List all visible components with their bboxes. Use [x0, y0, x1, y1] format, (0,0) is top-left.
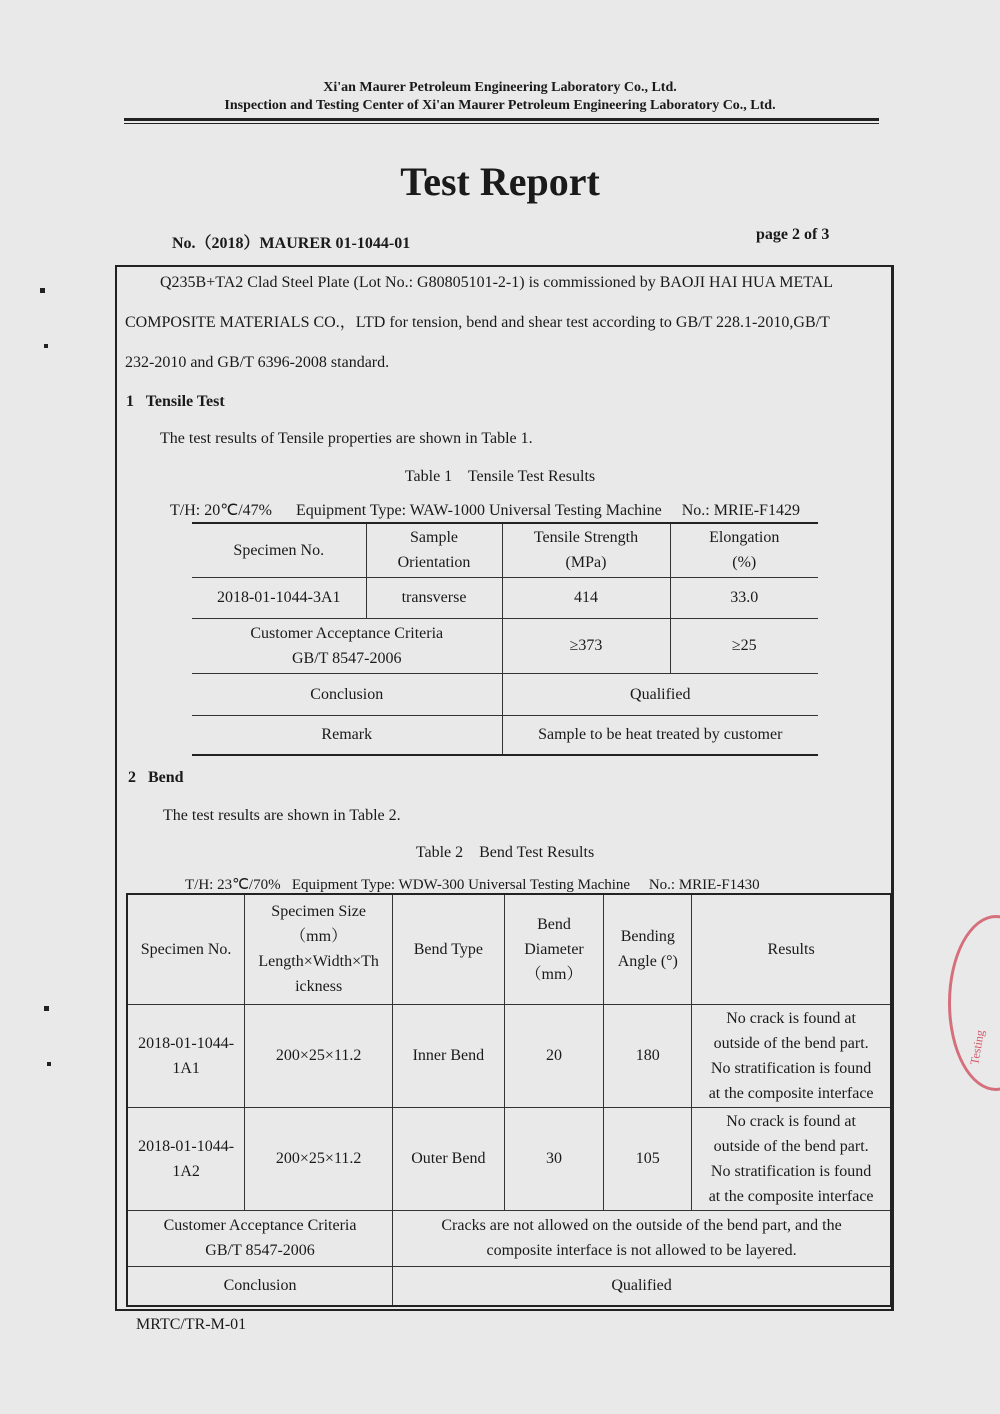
- header-cell: Bend Type: [393, 894, 505, 1004]
- table-row: [192, 673, 818, 715]
- header-text: Specimen Size: [271, 903, 366, 921]
- header-cell: [604, 894, 692, 1004]
- header-text: Elongation: [709, 529, 780, 547]
- conclusion-label: Conclusion: [192, 673, 502, 715]
- criteria-text: Cracks are not allowed on the outside of the bend part, and the: [441, 1217, 842, 1234]
- results-cell: [692, 1107, 891, 1210]
- angle-cell: 105: [604, 1107, 692, 1210]
- criteria-cell: [192, 618, 502, 673]
- criteria-ts-cell: ≥373: [502, 618, 670, 673]
- results-text: at the composite interface: [708, 1084, 874, 1102]
- header-text: Length×Width×Th: [258, 953, 379, 971]
- results-text: No stratification is found: [710, 1059, 872, 1077]
- header-text: （mm）: [525, 965, 583, 983]
- specimen-text: 1A2: [172, 1162, 200, 1180]
- header-text: Sample: [410, 529, 458, 547]
- bend-test-table: [126, 893, 892, 1307]
- header-cell: [670, 523, 818, 577]
- header-text: Bend: [537, 915, 571, 933]
- table1-conditions: T/H: 20℃/47% Equipment Type: WAW-1000 Universal Testing Machine No.: MRIE-F1429: [170, 502, 800, 519]
- results-text: No crack is found at: [726, 1112, 856, 1130]
- specimen-cell: [127, 1107, 245, 1210]
- size-cell: 200×25×11.2: [245, 1107, 393, 1210]
- results-text: No crack is found at: [726, 1009, 856, 1027]
- tensile-test-table: [192, 522, 818, 756]
- table-row: [192, 523, 818, 577]
- specimen-text: 2018-01-1044-: [138, 1137, 235, 1155]
- report-number: No.（2018）MAURER 01-1044-01: [172, 235, 411, 252]
- tensile-strength-cell: 414: [502, 577, 670, 618]
- table2-conditions: T/H: 23℃/70% Equipment Type: WDW-300 Universal Testing Machine No.: MRIE-F1430: [185, 877, 760, 893]
- page-number: page 2 of 3: [756, 226, 830, 243]
- table-row: [192, 577, 818, 618]
- header-cell: [502, 523, 670, 577]
- table1-caption: Table 1 Tensile Test Results: [404, 468, 596, 485]
- header-cell: Results: [692, 894, 891, 1004]
- criteria-text: Customer Acceptance Criteria: [250, 624, 444, 642]
- header-text: (MPa): [565, 554, 607, 572]
- header-cell: Specimen No.: [127, 894, 245, 1004]
- table-row: [127, 1004, 891, 1107]
- intro-line2: COMPOSITE MATERIALS CO.，LTD for tension, bend and shear test according to GB/T 228.1-2010,GB/T: [125, 314, 830, 331]
- org-name-line2: Inspection and Testing Center of Xi'an Maurer Petroleum Engineering Laboratory Co., Ltd.: [224, 98, 776, 113]
- header-cell: Specimen No.: [192, 523, 366, 577]
- section1-heading: 1 Tensile Test: [126, 393, 225, 410]
- header-text: Bending: [620, 928, 675, 946]
- specimen-text: 2018-01-1044-: [138, 1034, 235, 1052]
- conclusion-value: Qualified: [502, 673, 818, 715]
- margin-mark: [40, 288, 45, 293]
- size-cell: 200×25×11.2: [245, 1004, 393, 1107]
- results-text: at the composite interface: [708, 1187, 874, 1205]
- specimen-cell: [127, 1004, 245, 1107]
- table2-caption: Table 2 Bend Test Results: [415, 844, 595, 861]
- header-text: （mm）: [290, 928, 348, 946]
- results-text: No stratification is found: [710, 1162, 872, 1180]
- margin-mark: [44, 344, 48, 348]
- table-row: [192, 715, 818, 755]
- intro-line3: 232-2010 and GB/T 6396-2008 standard.: [125, 354, 390, 371]
- remark-value: Sample to be heat treated by customer: [502, 715, 818, 755]
- intro-line1: Q235B+TA2 Clad Steel Plate (Lot No.: G80805101-2-1) is commissioned by BAOJI HAI HUA METAL: [160, 274, 834, 291]
- seal-text: Testing: [967, 1028, 988, 1066]
- specimen-text: 1A1: [172, 1059, 200, 1077]
- section2-heading: 2 Bend: [128, 769, 184, 786]
- criteria-cell: [127, 1210, 393, 1266]
- header-text: Tensile Strength: [533, 529, 639, 547]
- bend-type-cell: Outer Bend: [393, 1107, 505, 1210]
- diameter-cell: 30: [504, 1107, 604, 1210]
- results-text: outside of the bend part.: [713, 1137, 869, 1155]
- form-code: MRTC/TR-M-01: [136, 1316, 247, 1333]
- table-row: [127, 1266, 891, 1306]
- conclusion-label: Conclusion: [127, 1266, 393, 1306]
- criteria-text: GB/T 8547-2006: [205, 1242, 315, 1259]
- criteria-text: composite interface is not allowed to be layered.: [486, 1242, 797, 1259]
- table-row: [127, 1107, 891, 1210]
- header-text: Orientation: [397, 554, 471, 572]
- angle-cell: 180: [604, 1004, 692, 1107]
- report-title: Test Report: [400, 159, 600, 204]
- table-row: [127, 1210, 891, 1266]
- org-name-line1: Xi'an Maurer Petroleum Engineering Laboratory Co., Ltd.: [323, 80, 677, 95]
- header-rule-thick: [124, 118, 879, 121]
- margin-mark: [44, 1006, 49, 1011]
- header-cell: [504, 894, 604, 1004]
- table-row: [127, 894, 891, 1004]
- header-cell: [366, 523, 502, 577]
- header-text: ickness: [295, 978, 343, 996]
- section1-text: The test results of Tensile properties are shown in Table 1.: [160, 430, 533, 447]
- header-text: (%): [732, 554, 757, 572]
- bend-type-cell: Inner Bend: [393, 1004, 505, 1107]
- criteria-text: Customer Acceptance Criteria: [163, 1217, 357, 1234]
- orientation-cell: transverse: [366, 577, 502, 618]
- section2-text: The test results are shown in Table 2.: [163, 807, 401, 824]
- remark-label: Remark: [192, 715, 502, 755]
- criteria-text: GB/T 8547-2006: [292, 649, 402, 667]
- header-cell: [245, 894, 393, 1004]
- specimen-cell: 2018-01-1044-3A1: [192, 577, 366, 618]
- elongation-cell: 33.0: [670, 577, 818, 618]
- conclusion-value: Qualified: [393, 1266, 891, 1306]
- criteria-el-cell: ≥25: [670, 618, 818, 673]
- criteria-text-cell: [393, 1210, 891, 1266]
- header-text: Diameter: [524, 940, 584, 958]
- table-row: [192, 618, 818, 673]
- margin-mark: [47, 1062, 51, 1066]
- diameter-cell: 20: [504, 1004, 604, 1107]
- header-rule-thin: [124, 123, 879, 124]
- results-text: outside of the bend part.: [713, 1034, 869, 1052]
- header-text: Angle (°): [617, 953, 678, 971]
- results-cell: [692, 1004, 891, 1107]
